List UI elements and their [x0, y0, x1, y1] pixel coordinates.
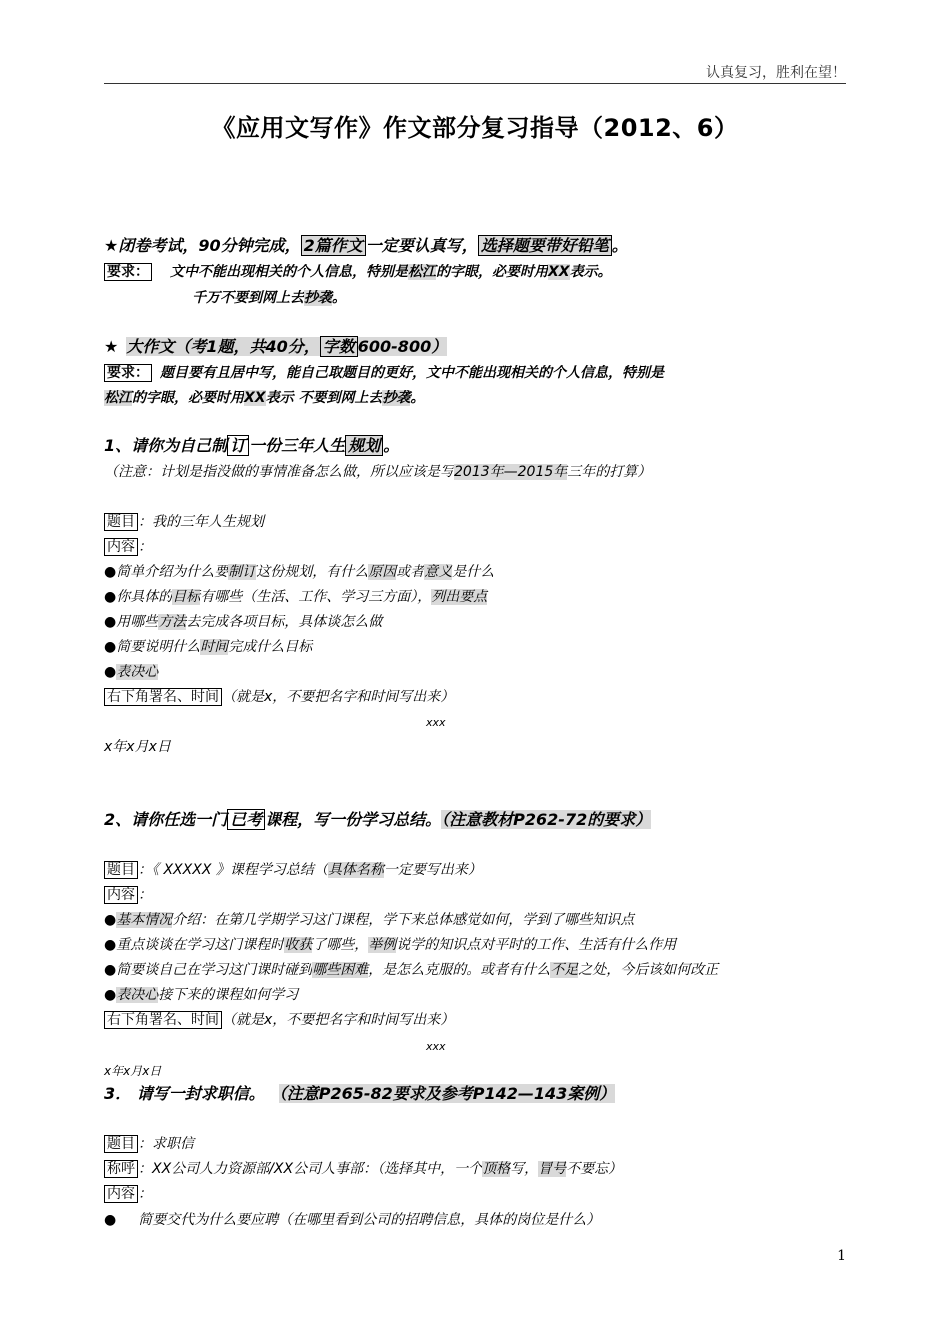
title-text: ：我的三年人生规划 — [138, 514, 264, 530]
q1-note — [104, 462, 651, 482]
bullet-text: ●简要谈自己在学习这门课时碰到 — [104, 962, 313, 978]
requirement-text: 的字眼，必要时用 — [436, 264, 548, 280]
heading-text: 。 — [383, 436, 400, 455]
bullet-text: 这份规划，有什么 — [256, 564, 369, 580]
q3-title-line — [104, 1134, 194, 1154]
content-label: 内容 — [104, 538, 138, 556]
heading-text: 大作文（考1题，共40分， — [126, 337, 320, 356]
keyword-highlight: 顶格 — [482, 1161, 511, 1177]
content-label: 内容 — [104, 1185, 138, 1203]
signature-label: 右下角署名、时间 — [104, 688, 222, 706]
keyword-box: 已考 — [227, 809, 265, 830]
keyword-highlight: 时间 — [200, 639, 229, 655]
q2-bullet-4 — [104, 985, 298, 1005]
heading-text: 1、请你为自己制 — [104, 436, 228, 455]
requirement-text: 表示 不要到网上去 — [265, 390, 383, 406]
keyword-highlight: XX — [548, 264, 570, 280]
big-essay-requirement-2 — [104, 388, 424, 408]
q2-signature-placeholder: xxx — [426, 1040, 446, 1053]
keyword-highlight: 意义 — [424, 564, 453, 580]
q1-bullet-1 — [104, 562, 494, 582]
bullet-text: ● — [104, 987, 117, 1003]
keyword-highlight: 冒号 — [538, 1161, 567, 1177]
header-rule — [104, 83, 846, 84]
keyword-highlight: 目标 — [172, 589, 201, 605]
keyword-highlight: XX — [244, 390, 266, 406]
keyword-highlight: 表决心 — [116, 664, 159, 680]
title-text: ：求职信 — [138, 1136, 194, 1152]
q1-bullet-3 — [104, 612, 382, 632]
requirement-label: 要求： — [104, 364, 152, 382]
heading-text: 3． 请写一封求职信。 — [104, 1084, 265, 1103]
intro-line-3 — [192, 288, 346, 308]
requirement-text: 。 — [410, 390, 425, 406]
keyword-highlight: （注意教材P262-72的要求） — [441, 810, 652, 829]
requirement-label: 要求： — [104, 263, 152, 281]
q3-bullet-1 — [104, 1210, 600, 1230]
note-text: （注意：计划是指没做的事情准备怎么做，所以应该是写 — [104, 464, 454, 480]
keyword-highlight: 松江 — [104, 390, 132, 406]
q2-sign-line — [104, 1010, 454, 1030]
requirement-text: 。 — [332, 290, 346, 306]
q2-date-placeholder: x年x月x日 — [104, 1064, 162, 1078]
requirement-text: 表示。 — [569, 264, 612, 280]
q3-heading — [104, 1084, 615, 1104]
bullet-text: ● — [104, 912, 117, 928]
keyword-highlight: 表决心 — [116, 987, 159, 1003]
pencil-note: 选择题要带好铅笔 — [478, 235, 612, 256]
keyword-highlight: 举例 — [368, 937, 397, 953]
q1-signature-placeholder: xxx — [426, 716, 446, 729]
title-label: 题目 — [104, 1135, 138, 1153]
title-label: 题目 — [104, 861, 138, 879]
intro-text: 一定要认真写， — [365, 236, 478, 255]
bullet-text: 介绍：在第几学期学习这门课程，学下来总体感觉如何，学到了哪些知识点 — [172, 912, 635, 928]
requirement-text: 题目要有且居中写，能自己取题目的更好，文中不能出现相关的个人信息，特别是 — [160, 365, 664, 381]
keyword-box: 字数 — [320, 336, 358, 357]
q1-date-placeholder: x年x月x日 — [104, 739, 171, 755]
bullet-text: 完成什么目标 — [228, 639, 313, 655]
keyword-highlight: 具体名称 — [327, 862, 384, 878]
header-slogan: 认真复习，胜利在望！ — [706, 65, 846, 81]
bullet-text: 说学的知识点对平时的工作、生活有什么作用 — [396, 937, 677, 953]
keyword-highlight: 抄袭 — [304, 290, 332, 306]
keyword-highlight: 哪些困难 — [312, 962, 369, 978]
q3-content-line — [104, 1184, 152, 1204]
title-text: 一定要写出来） — [383, 862, 482, 878]
keyword-highlight: 方法 — [158, 614, 187, 630]
star-icon: ★ — [104, 337, 119, 356]
keyword-highlight: 2013年—2015年 — [454, 464, 568, 480]
q1-bullet-2 — [104, 587, 487, 607]
bullet-text: 了哪些， — [312, 937, 369, 953]
bullet-text: 去完成各项目标，具体谈怎么做 — [186, 614, 383, 630]
note-text: 三年的打算） — [567, 464, 652, 480]
requirement-text: 的字眼，必要时用 — [132, 390, 244, 406]
keyword-box: 订 — [227, 435, 249, 456]
q1-sign-line — [104, 687, 454, 707]
q2-heading — [104, 810, 651, 830]
keyword-box: 规划 — [345, 435, 383, 456]
keyword-highlight: 抄袭 — [382, 390, 411, 406]
bullet-text: ●重点谈谈在学习这门课程时 — [104, 937, 285, 953]
keyword-highlight: 制订 — [228, 564, 257, 580]
q1-heading — [104, 436, 399, 456]
bullet-text: ●用哪些 — [104, 614, 159, 630]
bullet-icon: ● — [104, 1212, 117, 1228]
q2-content-line — [104, 885, 152, 905]
q1-content-line — [104, 537, 152, 557]
q1-title-line — [104, 512, 264, 532]
content-colon: ： — [138, 1186, 152, 1202]
content-label: 内容 — [104, 886, 138, 904]
keyword-highlight: 不足 — [550, 962, 579, 978]
signature-note: （就是x，不要把名字和时间写出来） — [222, 1012, 455, 1028]
bullet-text: 简要交代为什么要应聘（在哪里看到公司的招聘信息，具体的岗位是什么） — [138, 1212, 601, 1228]
signature-label: 右下角署名、时间 — [104, 1011, 222, 1029]
big-essay-heading — [104, 337, 447, 357]
salutation-text: 写， — [510, 1161, 539, 1177]
big-essay-requirement-1 — [104, 363, 664, 383]
requirement-text: 千万不要到网上去 — [192, 290, 304, 306]
salutation-text: 不要忘） — [566, 1161, 623, 1177]
bullet-text: 之处，今后该如何改正 — [578, 962, 719, 978]
q2-bullet-2 — [104, 935, 676, 955]
keyword-highlight: 收获 — [284, 937, 313, 953]
q1-bullet-5 — [104, 662, 158, 682]
bullet-text: ● — [104, 664, 117, 680]
essay-count: 2篇作文 — [301, 235, 366, 256]
title-label: 题目 — [104, 513, 138, 531]
intro-line-2 — [104, 262, 612, 282]
requirement-text: 文中不能出现相关的个人信息，特别是 — [170, 264, 408, 280]
content-colon: ： — [138, 539, 152, 555]
q1-bullet-4 — [104, 637, 312, 657]
q2-bullet-3 — [104, 960, 718, 980]
bullet-text: 有哪些（生活、工作、学习三方面）， — [200, 589, 432, 605]
bullet-text: ●你具体的 — [104, 589, 173, 605]
keyword-highlight: 原因 — [368, 564, 397, 580]
bullet-text: ●简要说明什么 — [104, 639, 201, 655]
keyword-highlight: 基本情况 — [116, 912, 173, 928]
keyword-highlight: 列出要点 — [431, 589, 488, 605]
document-title: 《应用文写作》作文部分复习指导（2012、6） — [211, 114, 739, 142]
intro-line-1 — [104, 236, 628, 256]
heading-text: 600-800） — [357, 337, 448, 356]
bullet-text: ●简单介绍为什么要 — [104, 564, 229, 580]
q3-salutation-line — [104, 1159, 622, 1179]
page-number: 1 — [837, 1248, 846, 1264]
keyword-highlight: （注意P265-82要求及参考P142—143案例） — [278, 1084, 616, 1103]
salutation-label: 称呼 — [104, 1160, 138, 1178]
intro-text: 。 — [611, 236, 628, 255]
bullet-text: 接下来的课程如何学习 — [158, 987, 299, 1003]
keyword-highlight: 松江 — [408, 264, 436, 280]
heading-text: 2、请你任选一门 — [104, 810, 228, 829]
bullet-text: ，是怎么克服的。或者有什么 — [368, 962, 551, 978]
bullet-text: 是什么 — [452, 564, 495, 580]
q2-title-line — [104, 860, 482, 880]
signature-note: （就是x，不要把名字和时间写出来） — [222, 689, 455, 705]
intro-text: ★闭卷考试，90分钟完成， — [104, 236, 301, 255]
bullet-text: 或者 — [396, 564, 425, 580]
salutation-text: ：XX公司人力资源部/XX公司人事部：（选择其中，一个 — [138, 1161, 483, 1177]
heading-text: 一份三年人生 — [249, 436, 346, 455]
content-colon: ： — [138, 887, 152, 903]
title-text: ：《 XXXXX 》课程学习总结（ — [138, 862, 328, 878]
q2-bullet-1 — [104, 910, 634, 930]
heading-text: 课程，写一份学习总结。 — [265, 810, 442, 829]
